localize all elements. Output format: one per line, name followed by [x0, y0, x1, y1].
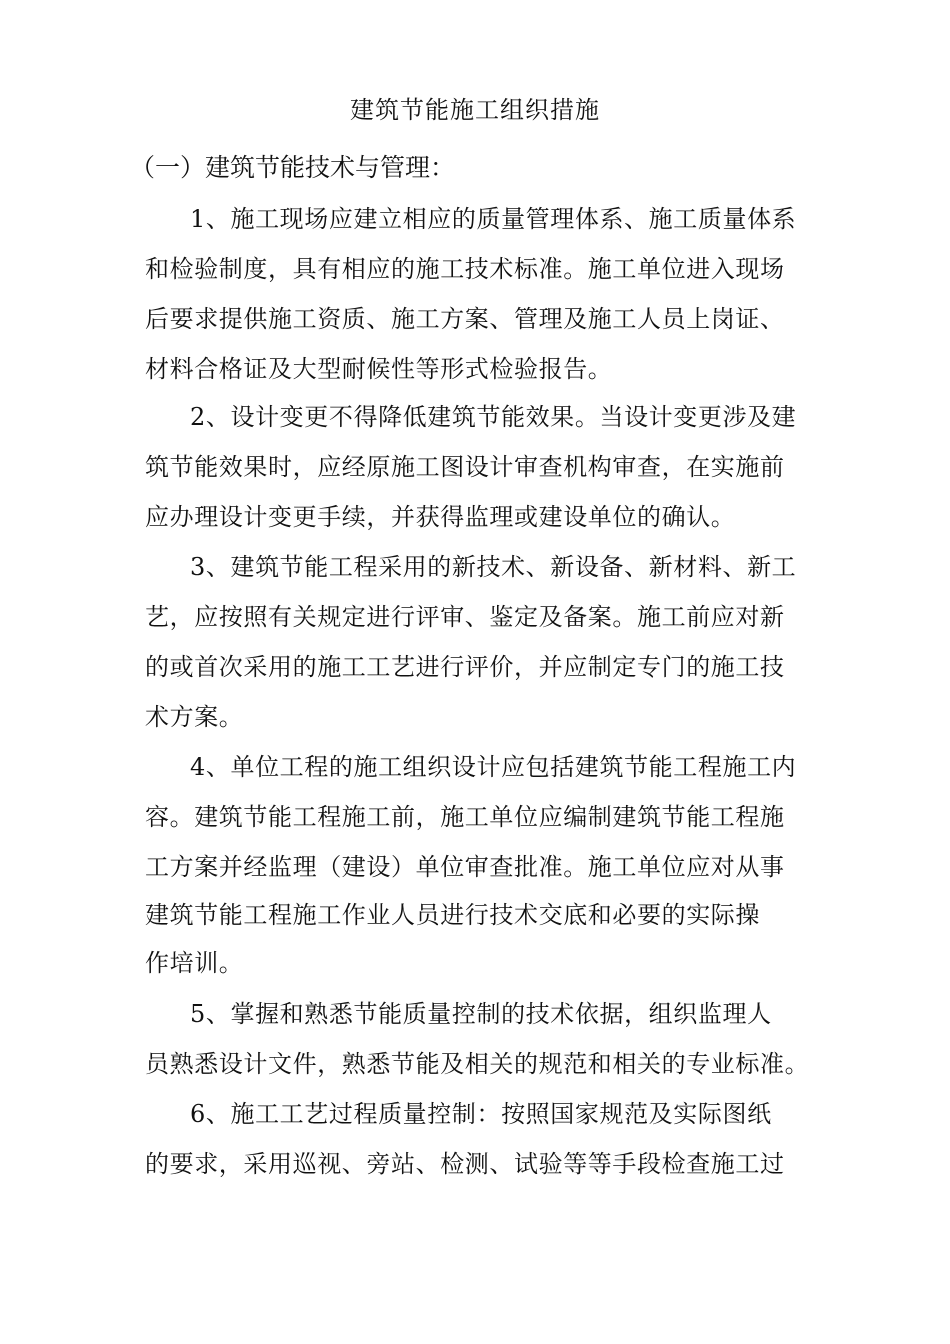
paragraph-line: 的或首次采用的施工工艺进行评价，并应制定专门的施工技: [145, 653, 785, 681]
paragraph-line: 2、设计变更不得降低建筑节能效果。当设计变更涉及建: [190, 403, 797, 431]
paragraph-line: 艺，应按照有关规定进行评审、鉴定及备案。施工前应对新: [145, 603, 785, 631]
paragraph-line: 工方案并经监理（建设）单位审查批准。施工单位应对从事: [145, 853, 785, 881]
paragraph-line: 6、施工工艺过程质量控制：按照国家规范及实际图纸: [190, 1100, 772, 1128]
paragraph-line: 建筑节能工程施工作业人员进行技术交底和必要的实际操: [145, 901, 760, 929]
document-title: 建筑节能施工组织措施: [350, 96, 600, 124]
paragraph-line: 和检验制度，具有相应的施工技术标准。施工单位进入现场: [145, 255, 785, 283]
paragraph-line: 1、施工现场应建立相应的质量管理体系、施工质量体系: [190, 205, 797, 233]
paragraph-line: 筑节能效果时，应经原施工图设计审查机构审查，在实施前: [145, 453, 785, 481]
paragraph-line: 后要求提供施工资质、施工方案、管理及施工人员上岗证、: [145, 305, 785, 333]
paragraph-line: 5、掌握和熟悉节能质量控制的技术依据，组织监理人: [190, 1000, 772, 1028]
paragraph-line: 的要求，采用巡视、旁站、检测、试验等等手段检查施工过: [145, 1150, 785, 1178]
paragraph-line: 材料合格证及大型耐候性等形式检验报告。: [145, 355, 613, 383]
paragraph-line: 容。建筑节能工程施工前，施工单位应编制建筑节能工程施: [145, 803, 785, 831]
paragraph-line: 4、单位工程的施工组织设计应包括建筑节能工程施工内: [190, 753, 797, 781]
paragraph-line: 员熟悉设计文件，熟悉节能及相关的规范和相关的专业标准。: [145, 1050, 810, 1078]
paragraph-line: 3、建筑节能工程采用的新技术、新设备、新材料、新工: [190, 553, 797, 581]
paragraph-line: 作培训。: [145, 949, 244, 977]
section-heading: （一）建筑节能技术与管理：: [130, 153, 456, 182]
paragraph-line: 术方案。: [145, 703, 244, 731]
paragraph-line: 应办理设计变更手续，并获得监理或建设单位的确认。: [145, 503, 736, 531]
